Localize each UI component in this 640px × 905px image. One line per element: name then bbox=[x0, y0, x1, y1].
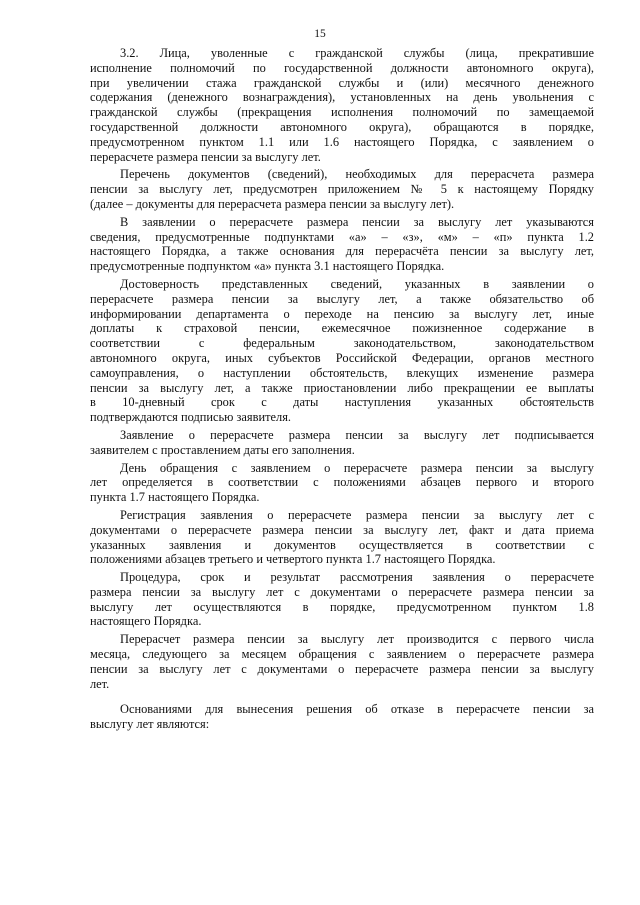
text-line: предусмотренные подпунктом «а» пункта 3.1 настоящего Порядка. bbox=[90, 259, 445, 274]
text-line: Перерасчет размера пенсии за выслугу лет производится с первого числа bbox=[120, 632, 594, 647]
text-line: В заявлении о перерасчете размера пенсии за выслугу лет указываются bbox=[120, 214, 594, 229]
text-line: размера пенсии за выслугу лет с документами о перерасчете размера пенсии за bbox=[90, 584, 594, 599]
page-number: 15 bbox=[314, 28, 326, 40]
text-line: пункта 1.7 настоящего Порядка. bbox=[90, 490, 260, 505]
text-line: выслугу лет осуществляются в порядке, предусмотренном пунктом 1.8 bbox=[90, 599, 594, 614]
text-line: лет определяется в соответствии с положениями абзацев первого и второго bbox=[90, 475, 594, 490]
paragraph bbox=[90, 167, 594, 211]
paragraph bbox=[90, 461, 594, 505]
text-line: День обращения с заявлением о перерасчете размера пенсии за выслугу bbox=[120, 460, 594, 475]
text-line: Заявление о перерасчете размера пенсии за выслугу лет подписывается bbox=[120, 427, 594, 442]
text-line: гражданской службы (прекращения исполнения полномочий по замещаемой bbox=[90, 105, 594, 120]
text-line: при увеличении стажа гражданской службы и (или) месячного денежного bbox=[90, 75, 594, 90]
text-line: положениями абзацев третьего и четвертого пункта 1.7 настоящего Порядка. bbox=[90, 552, 496, 567]
paragraph bbox=[90, 508, 594, 567]
paragraph bbox=[90, 570, 594, 629]
text-line: государственной должности автономного округа), обращаются в порядке, bbox=[90, 119, 594, 134]
text-line: в 10-дневный срок с даты наступления указанных обстоятельств bbox=[90, 395, 594, 410]
text-line: указанных заявления и документов осуществляется в соответствии с bbox=[90, 537, 594, 552]
text-line: настоящего Порядка, а также основания для перерасчёта пенсии за выслугу лет, bbox=[90, 244, 594, 259]
text-line: Достоверность представленных сведений, указанных в заявлении о bbox=[120, 276, 594, 291]
paragraph bbox=[90, 46, 594, 164]
paragraph bbox=[90, 702, 594, 732]
text-line: настоящего Порядка. bbox=[90, 614, 202, 629]
text-line: Основаниями для вынесения решения об отказе в перерасчете пенсии за bbox=[120, 702, 594, 717]
text-line: пенсии за выслугу лет, а также приостановлении либо прекращении ее выплаты bbox=[90, 380, 594, 395]
text-line: Процедура, срок и результат рассмотрения заявления о перерасчете bbox=[120, 570, 594, 585]
text-line: автономного округа, иных субъектов Российской Федерации, органов местного bbox=[90, 350, 594, 365]
text-line: выслугу лет являются: bbox=[90, 717, 210, 732]
text-line: Регистрация заявления о перерасчете размера пенсии за выслугу лет с bbox=[120, 507, 594, 522]
text-line: самоуправления, о наступлении обстоятельств, влекущих изменение размера bbox=[90, 365, 594, 380]
paragraph bbox=[90, 215, 594, 274]
text-line: (далее – документы для перерасчета размера пенсии за выслугу лет). bbox=[90, 196, 455, 211]
text-line: информировании департамента о переходе на пенсию за выслугу лет, иные bbox=[90, 306, 594, 321]
text-line: перерасчете размера пенсии за выслугу лет, а также обязательство об bbox=[90, 291, 594, 306]
text-line: соответствии с федеральным законодательством, законодательством bbox=[90, 336, 594, 351]
text-line: лет. bbox=[90, 676, 110, 691]
text-line: 3.2. Лица, уволенные с гражданской службы (лица, прекратившие bbox=[120, 46, 594, 60]
paragraph bbox=[90, 428, 594, 458]
text-line: месяца, следующего за месяцем обращения с заявлением о перерасчете размера bbox=[90, 647, 594, 662]
paragraph bbox=[90, 277, 594, 425]
text-line: подтверждаются подписью заявителя. bbox=[90, 410, 291, 425]
text-line: перерасчете размера пенсии за выслугу лет. bbox=[90, 149, 321, 164]
text-line: содержания (денежного вознаграждения), установленных на день увольнения с bbox=[90, 90, 594, 105]
text-line: пенсии за выслугу лет, предусмотрен приложением № 5 к настоящему Порядку bbox=[90, 182, 594, 197]
document-body bbox=[90, 46, 594, 732]
text-line: сведения, предусмотренные подпунктами «а» – «з», «м» – «п» пункта 1.2 bbox=[90, 229, 594, 244]
text-line: документами о перерасчете размера пенсии за выслугу лет, факт и дата приема bbox=[90, 522, 594, 537]
text-line: Перечень документов (сведений), необходимых для перерасчета размера bbox=[120, 167, 594, 182]
text-line: исполнение полномочий по государственной должности автономного округа), bbox=[90, 60, 594, 75]
text-line: заявителем с проставлением даты его заполнения. bbox=[90, 442, 355, 457]
paragraph bbox=[90, 632, 594, 691]
text-line: доплаты к страховой пенсии, ежемесячное пожизненное содержание в bbox=[90, 321, 594, 336]
text-line: предусмотренном пунктом 1.1 или 1.6 настоящего Порядка, с заявлением о bbox=[90, 134, 594, 149]
text-line: пенсии за выслугу лет с документами о перерасчете размера пенсии за выслугу bbox=[90, 661, 594, 676]
